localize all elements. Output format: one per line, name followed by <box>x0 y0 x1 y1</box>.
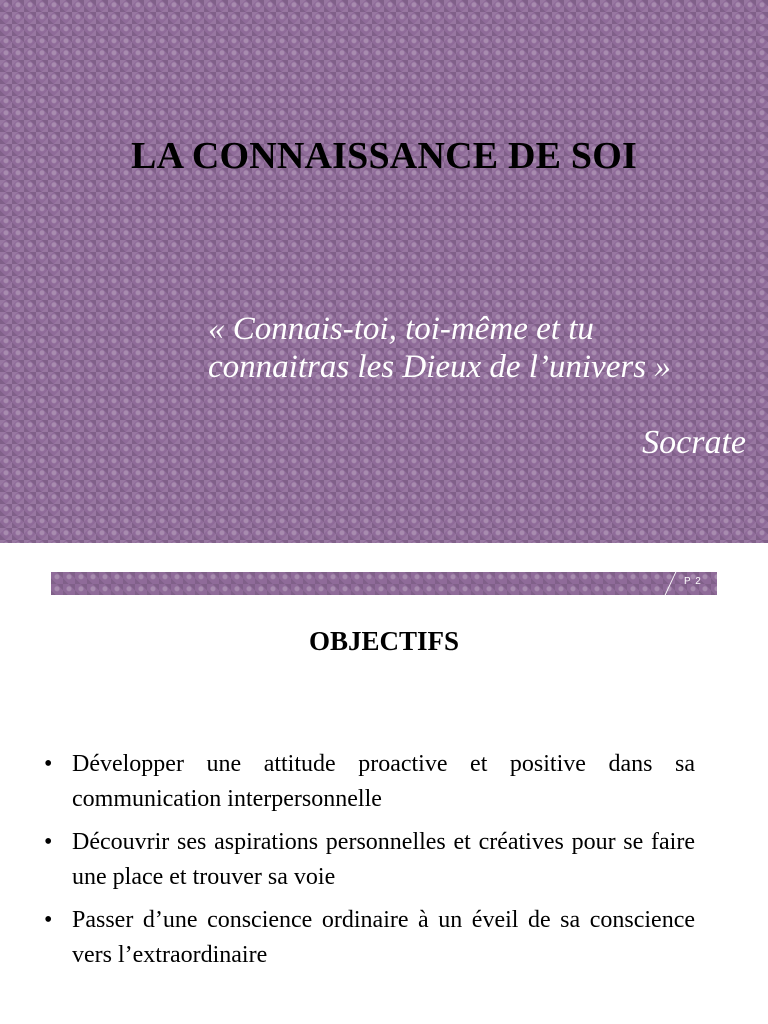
quote-author: Socrate <box>642 424 746 461</box>
bullet-icon: • <box>44 907 53 933</box>
bullet-icon: • <box>44 751 53 777</box>
cover-title: LA CONNAISSANCE DE SOI <box>131 135 637 177</box>
page-header-band <box>51 572 717 595</box>
page-number: P 2 <box>684 576 702 587</box>
socrates-quote: « Connais-toi, toi-même et tu connaitras les Dieux de l’univers » <box>208 311 671 385</box>
objective-text: Développer une attitude proactive et positive dans sa communication interpersonnelle <box>72 751 695 812</box>
objective-text: Découvrir ses aspirations personnelles et créatives pour se faire une place et trouver sa voie <box>72 829 695 890</box>
list-item <box>44 747 695 817</box>
bullet-icon: • <box>44 829 53 855</box>
list-item <box>44 825 695 895</box>
objectives-list <box>44 747 695 981</box>
objective-text: Passer d’une conscience ordinaire à un éveil de sa conscience vers l’extraordinaire <box>72 907 695 968</box>
list-item <box>44 903 695 973</box>
objectives-title: OBJECTIFS <box>308 626 460 656</box>
